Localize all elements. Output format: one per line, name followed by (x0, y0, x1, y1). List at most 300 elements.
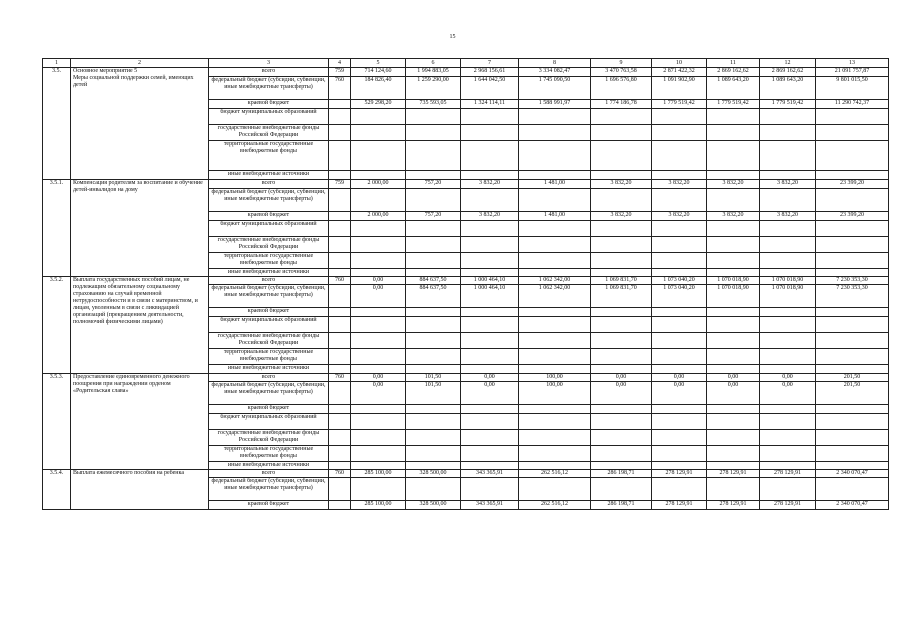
year-value: 3 832,20 (591, 180, 652, 189)
year-value (707, 221, 760, 237)
year-value (461, 478, 519, 501)
column-number: 5 (351, 59, 406, 68)
admin-code (329, 317, 351, 333)
total-value (816, 109, 889, 125)
funding-source: бюджет муниципальных образований (209, 109, 329, 125)
funding-source: всего (209, 180, 329, 189)
year-value (406, 430, 461, 446)
funding-source: краевой бюджет (209, 212, 329, 221)
year-value: 2 869 162,62 (760, 68, 816, 77)
year-value: 3 832,20 (591, 212, 652, 221)
column-number: 10 (652, 59, 707, 68)
year-value (652, 221, 707, 237)
year-value (591, 462, 652, 470)
column-number: 8 (519, 59, 591, 68)
year-value (591, 189, 652, 212)
total-value (816, 414, 889, 430)
year-value: 1 089 643,20 (760, 77, 816, 100)
year-value (591, 141, 652, 171)
funding-source: краевой бюджет (209, 308, 329, 317)
year-value (406, 253, 461, 269)
year-value: 1 000 464,10 (461, 277, 519, 285)
year-value (351, 349, 406, 365)
total-value (816, 237, 889, 253)
year-value (406, 237, 461, 253)
year-value (519, 253, 591, 269)
year-value (406, 333, 461, 349)
column-number: 13 (816, 59, 889, 68)
admin-code (329, 501, 351, 510)
admin-code (329, 141, 351, 171)
year-value (707, 308, 760, 317)
year-value: 100,00 (519, 374, 591, 382)
total-value (816, 125, 889, 141)
total-value (816, 349, 889, 365)
year-value (591, 221, 652, 237)
year-value (461, 141, 519, 171)
year-value (707, 189, 760, 212)
year-value (652, 109, 707, 125)
year-value (406, 317, 461, 333)
total-value: 23 399,20 (816, 212, 889, 221)
year-value (406, 125, 461, 141)
total-value: 2 340 070,47 (816, 501, 889, 510)
year-value: 2 869 162,62 (707, 68, 760, 77)
year-value: 529 298,20 (351, 100, 406, 109)
year-value: 2 871 422,32 (652, 68, 707, 77)
year-value: 757,20 (406, 212, 461, 221)
year-value: 1 779 519,42 (760, 100, 816, 109)
year-value: 0,00 (351, 277, 406, 285)
year-value (707, 269, 760, 277)
funding-source: государственные внебюджетные фонды Российской Федерации (209, 125, 329, 141)
year-value (707, 414, 760, 430)
year-value: 1 779 519,42 (707, 100, 760, 109)
admin-code (329, 237, 351, 253)
year-value (652, 405, 707, 414)
year-value (707, 109, 760, 125)
admin-code (329, 333, 351, 349)
column-number: 12 (760, 59, 816, 68)
funding-source: федеральный бюджет (субсидии, субвенции, иные межбюджетные трансферты) (209, 285, 329, 308)
year-value: 0,00 (591, 374, 652, 382)
column-number: 3 (209, 59, 329, 68)
year-value (519, 478, 591, 501)
admin-code (329, 100, 351, 109)
admin-code (329, 189, 351, 212)
year-value (351, 308, 406, 317)
year-value (406, 349, 461, 365)
year-value: 1 481,00 (519, 180, 591, 189)
year-value: 1 696 576,80 (591, 77, 652, 100)
year-value: 3 832,20 (652, 212, 707, 221)
admin-code (329, 478, 351, 501)
year-value: 0,00 (351, 382, 406, 405)
year-value (591, 237, 652, 253)
measure-name: Предоставление единовременного денежного поощрения при награждении орденом «Родительская слава» (71, 374, 209, 470)
admin-code (329, 462, 351, 470)
admin-code: 760 (329, 374, 351, 382)
year-value (591, 171, 652, 180)
year-value (760, 125, 816, 141)
year-value (351, 462, 406, 470)
total-value (816, 141, 889, 171)
year-value: 3 832,20 (760, 180, 816, 189)
year-value (760, 414, 816, 430)
funding-source: федеральный бюджет (субсидии, субвенции, иные межбюджетные трансферты) (209, 189, 329, 212)
admin-code (329, 221, 351, 237)
year-value (519, 141, 591, 171)
year-value (519, 189, 591, 212)
funding-source: иные внебюджетные источники (209, 462, 329, 470)
total-value (816, 365, 889, 374)
total-value: 2 340 070,47 (816, 470, 889, 478)
year-value (591, 430, 652, 446)
funding-source: всего (209, 68, 329, 77)
year-value: 278 129,91 (652, 470, 707, 478)
year-value (760, 405, 816, 414)
year-value (760, 189, 816, 212)
year-value (591, 349, 652, 365)
total-value (816, 405, 889, 414)
year-value (406, 221, 461, 237)
year-value (461, 237, 519, 253)
total-value (816, 333, 889, 349)
year-value (707, 317, 760, 333)
year-value (519, 125, 591, 141)
year-value: 1 091 902,90 (652, 77, 707, 100)
year-value (461, 365, 519, 374)
year-value (760, 446, 816, 462)
column-number: 2 (71, 59, 209, 68)
year-value (406, 141, 461, 171)
year-value (519, 349, 591, 365)
measure-number: 3.5.3. (43, 374, 71, 470)
year-value: 1 481,00 (519, 212, 591, 221)
funding-source: иные внебюджетные источники (209, 171, 329, 180)
year-value: 1 745 090,50 (519, 77, 591, 100)
year-value (591, 478, 652, 501)
year-value (760, 333, 816, 349)
year-value: 343 365,91 (461, 470, 519, 478)
year-value (461, 430, 519, 446)
column-number: 1 (43, 59, 71, 68)
year-value (461, 462, 519, 470)
year-value (519, 269, 591, 277)
admin-code (329, 365, 351, 374)
admin-code: 760 (329, 470, 351, 478)
year-value (406, 462, 461, 470)
funding-source: иные внебюджетные источники (209, 365, 329, 374)
admin-code (329, 382, 351, 405)
funding-source: краевой бюджет (209, 405, 329, 414)
year-value: 278 129,91 (760, 501, 816, 510)
year-value (519, 237, 591, 253)
year-value (591, 405, 652, 414)
funding-source: всего (209, 470, 329, 478)
year-value: 3 334 082,47 (519, 68, 591, 77)
funding-row (43, 470, 889, 478)
year-value: 278 129,91 (707, 501, 760, 510)
year-value: 0,00 (461, 382, 519, 405)
year-value (519, 109, 591, 125)
year-value (461, 221, 519, 237)
year-value (406, 308, 461, 317)
total-value (816, 430, 889, 446)
year-value: 3 832,20 (652, 180, 707, 189)
year-value: 735 593,05 (406, 100, 461, 109)
year-value: 1 324 114,11 (461, 100, 519, 109)
year-value (406, 478, 461, 501)
column-number: 7 (461, 59, 519, 68)
funding-source: федеральный бюджет (субсидии, субвенции, иные межбюджетные трансферты) (209, 382, 329, 405)
year-value (406, 414, 461, 430)
year-value (707, 365, 760, 374)
year-value (652, 365, 707, 374)
year-value (406, 269, 461, 277)
year-value (351, 125, 406, 141)
year-value: 328 500,00 (406, 470, 461, 478)
year-value: 1 062 342,00 (519, 285, 591, 308)
year-value (351, 109, 406, 125)
column-number: 11 (707, 59, 760, 68)
total-value: 201,50 (816, 374, 889, 382)
year-value (760, 253, 816, 269)
year-value (406, 171, 461, 180)
year-value (652, 171, 707, 180)
year-value: 757,20 (406, 180, 461, 189)
year-value (461, 446, 519, 462)
total-value (816, 317, 889, 333)
year-value: 1 994 883,05 (406, 68, 461, 77)
year-value (406, 365, 461, 374)
year-value (351, 478, 406, 501)
year-value: 884 637,50 (406, 277, 461, 285)
year-value (760, 478, 816, 501)
year-value (652, 141, 707, 171)
year-value (591, 414, 652, 430)
year-value: 1 073 040,20 (652, 277, 707, 285)
funding-source: федеральный бюджет (субсидии, субвенции, иные межбюджетные трансферты) (209, 77, 329, 100)
measure-number: 3.5.2. (43, 277, 71, 374)
year-value: 343 365,91 (461, 501, 519, 510)
year-value: 286 198,71 (591, 470, 652, 478)
year-value (406, 189, 461, 212)
funding-source: государственные внебюджетные фонды Российской Федерации (209, 430, 329, 446)
year-value: 262 516,12 (519, 470, 591, 478)
year-value (707, 349, 760, 365)
year-value (707, 125, 760, 141)
year-value: 101,50 (406, 374, 461, 382)
total-value (816, 269, 889, 277)
year-value (519, 317, 591, 333)
year-value: 1 779 519,42 (652, 100, 707, 109)
year-value (519, 462, 591, 470)
year-value (351, 430, 406, 446)
year-value (351, 269, 406, 277)
funding-source: краевой бюджет (209, 501, 329, 510)
year-value (652, 189, 707, 212)
measure-number: 3.5.4. (43, 470, 71, 510)
funding-source: краевой бюджет (209, 100, 329, 109)
year-value (461, 189, 519, 212)
year-value: 286 198,71 (591, 501, 652, 510)
funding-source: территориальные государственные внебюджетные фонды (209, 253, 329, 269)
measure-name: Выплата государственных пособий лицам, не подлежащим обязательному социальному страхованию на случай временной нетрудоспособности и в связи с материнством, и лицам, уволенным в связи с ликвидацией организаций (прекращением деятельности, полномочий физическими лицами) (71, 277, 209, 374)
year-value: 285 100,00 (351, 470, 406, 478)
funding-source: всего (209, 277, 329, 285)
funding-source: федеральный бюджет (субсидии, субвенции, иные межбюджетные трансферты) (209, 478, 329, 501)
year-value (652, 349, 707, 365)
admin-code: 760 (329, 277, 351, 285)
year-value (406, 446, 461, 462)
total-value: 23 399,20 (816, 180, 889, 189)
admin-code (329, 446, 351, 462)
funding-source: государственные внебюджетные фонды Российской Федерации (209, 237, 329, 253)
funding-row (43, 277, 889, 285)
year-value (351, 414, 406, 430)
year-value: 1 073 040,20 (652, 285, 707, 308)
year-value (351, 141, 406, 171)
year-value (760, 237, 816, 253)
total-value (816, 189, 889, 212)
header-row (43, 59, 889, 68)
year-value (760, 308, 816, 317)
year-value: 1 062 342,00 (519, 277, 591, 285)
year-value (591, 109, 652, 125)
funding-source: территориальные государственные внебюджетные фонды (209, 349, 329, 365)
year-value (461, 414, 519, 430)
year-value (707, 478, 760, 501)
admin-code (329, 171, 351, 180)
year-value: 278 129,91 (652, 501, 707, 510)
year-value (461, 317, 519, 333)
year-value: 0,00 (707, 382, 760, 405)
year-value (519, 414, 591, 430)
year-value: 884 637,50 (406, 285, 461, 308)
year-value (461, 405, 519, 414)
admin-code (329, 109, 351, 125)
year-value (519, 365, 591, 374)
admin-code (329, 125, 351, 141)
admin-code (329, 308, 351, 317)
year-value (760, 221, 816, 237)
year-value: 1 069 831,70 (591, 277, 652, 285)
funding-source: бюджет муниципальных образований (209, 414, 329, 430)
year-value (707, 430, 760, 446)
year-value: 1 070 018,90 (760, 277, 816, 285)
year-value: 0,00 (351, 285, 406, 308)
year-value (461, 308, 519, 317)
program-funding-table (42, 58, 889, 510)
year-value: 0,00 (760, 382, 816, 405)
year-value (652, 237, 707, 253)
measure-number: 3.5.1. (43, 180, 71, 277)
measure-name: Выплата ежемесячного пособия на ребенка (71, 470, 209, 510)
funding-source: бюджет муниципальных образований (209, 221, 329, 237)
column-number: 4 (329, 59, 351, 68)
admin-code (329, 253, 351, 269)
column-number: 6 (406, 59, 461, 68)
admin-code (329, 414, 351, 430)
total-value: 7 230 353,30 (816, 277, 889, 285)
year-value (591, 317, 652, 333)
total-value (816, 171, 889, 180)
year-value: 1 000 464,10 (461, 285, 519, 308)
year-value (351, 446, 406, 462)
total-value: 7 230 353,30 (816, 285, 889, 308)
total-value (816, 446, 889, 462)
year-value: 2 000,00 (351, 212, 406, 221)
admin-code: 759 (329, 180, 351, 189)
year-value: 1 070 018,90 (707, 285, 760, 308)
admin-code (329, 269, 351, 277)
year-value (351, 405, 406, 414)
year-value: 3 832,20 (461, 212, 519, 221)
admin-code (329, 349, 351, 365)
year-value: 0,00 (461, 374, 519, 382)
year-value (760, 269, 816, 277)
year-value (760, 141, 816, 171)
total-value: 11 290 742,37 (816, 100, 889, 109)
year-value: 714 124,60 (351, 68, 406, 77)
year-value (461, 333, 519, 349)
page-number: 15 (449, 34, 456, 40)
admin-code (329, 430, 351, 446)
total-value (816, 462, 889, 470)
year-value (406, 405, 461, 414)
year-value (707, 237, 760, 253)
funding-source: государственные внебюджетные фонды Российской Федерации (209, 333, 329, 349)
year-value: 2 968 156,61 (461, 68, 519, 77)
year-value: 3 832,20 (707, 212, 760, 221)
year-value (707, 446, 760, 462)
year-value (519, 430, 591, 446)
year-value (760, 349, 816, 365)
year-value (461, 125, 519, 141)
year-value (652, 430, 707, 446)
total-value (816, 253, 889, 269)
year-value: 2 000,00 (351, 180, 406, 189)
year-value (652, 446, 707, 462)
year-value (707, 253, 760, 269)
column-number: 9 (591, 59, 652, 68)
measure-number: 3.5. (43, 68, 71, 180)
year-value (406, 109, 461, 125)
year-value: 0,00 (707, 374, 760, 382)
year-value (652, 333, 707, 349)
year-value (461, 269, 519, 277)
year-value: 1 644 042,50 (461, 77, 519, 100)
year-value (591, 269, 652, 277)
year-value (351, 221, 406, 237)
year-value: 0,00 (760, 374, 816, 382)
year-value: 285 100,00 (351, 501, 406, 510)
year-value: 101,50 (406, 382, 461, 405)
year-value: 3 832,20 (707, 180, 760, 189)
year-value (461, 253, 519, 269)
measure-name: Компенсация родителям за воспитание и обучение детей-инвалидов на дому (71, 180, 209, 277)
year-value: 278 129,91 (707, 470, 760, 478)
funding-source: иные внебюджетные источники (209, 269, 329, 277)
year-value (760, 109, 816, 125)
year-value (652, 317, 707, 333)
year-value (591, 253, 652, 269)
year-value: 1 089 643,20 (707, 77, 760, 100)
year-value (760, 317, 816, 333)
year-value (760, 365, 816, 374)
funding-source: территориальные государственные внебюджетные фонды (209, 141, 329, 171)
